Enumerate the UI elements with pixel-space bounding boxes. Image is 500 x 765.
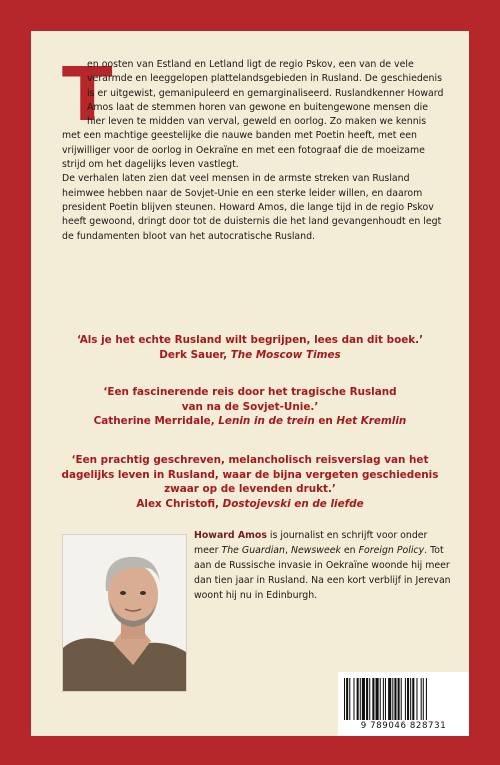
quote-text: ‘Als je het echte Rusland wilt begrijpen, lees dan dit boek.’ [76,334,424,346]
publication-1: The Guardian [221,545,285,556]
blurb-paragraph-1: en oosten van Estland en Letland ligt de regio Pskov, een van de vele verarmde en leeggelopen plattelandsgebieden in Rusland. De geschiedenis is er uitgewist, gemanipuleerd en gemarginaliseerd. Ruslandkenner Howard Amos laat de stemmen horen van gewone en buitengewone mensen die hier leven te midden van verval, geweld en oorlog. Zo maken we kennis met een machtige geestelijke die nauwe banden met Poetin heeft, met een vrijwilliger voor de oorlog in Oekraïne en met een fotograaf die de moeizame strijd om het dagelijks leven vastlegt. [62,59,444,171]
barcode-bar [416,678,417,720]
quote-source: The Moscow Times [230,348,341,361]
barcode-bar [398,678,400,720]
isbn-number: 9 789046 828731 [360,721,447,731]
barcode-bar [362,678,365,720]
barcode-bar [385,678,386,720]
publication-2: Newsweek [290,545,341,556]
bio-separator-2: en [343,545,356,556]
blurb-paragraph-2: De verhalen laten zien dat veel mensen in de armste streken van Rusland heimwee hebben naar de Sovjet-Unie en een sterke leider willen, en daarom president Poetin blijven steunen. Howard Amos, die lange tijd in de regio Pskov heeft gewoond, dringt door tot de duisternis die het land gevangenhoudt en legt de fundamenten bloot van het autocratische Rusland. [62,173,442,242]
barcode-bar [372,678,374,720]
barcode-bar [423,678,424,720]
back-cover-panel [31,31,469,736]
author-photo-illustration [63,535,187,692]
barcode-bar [346,678,348,720]
barcode-bar [369,678,370,720]
barcode-bar [401,678,402,720]
barcode-bar [405,678,406,720]
barcode-bar [349,678,350,720]
drop-cap: T [62,52,113,138]
quote-source-2: Het Kremlin [336,415,407,427]
barcode-bar [410,678,411,720]
barcode-bar [394,678,396,720]
quote-author: Alex Christofi, [136,497,219,510]
barcode-bar [376,678,379,720]
author-bio [194,528,454,603]
publication-3: Foreign Policy [358,545,425,556]
barcode-bar [421,678,422,720]
quote-text: ‘Een prachtig geschreven, melancholisch reisverslag van het dagelijks leven in Rusland, waar de bijna vergeten geschiedenis zwaar op de levenden drukt.’ [61,454,439,495]
barcode-icon [344,678,463,720]
barcode-bar [412,678,414,720]
bio-text-2: . Tot aan de Russische invasie in Oekraïne woonde hij meer dan tien jaar in Rusland. Na een kort verblijf in Jerevan woont hij nu in Edinburgh. [194,545,451,601]
quote-joiner: en [318,415,333,427]
author-name: Howard Amos [194,530,267,541]
quote-text: ‘Een fascinerende reis door het tragische Rusland van na de Sovjet-Unie.’ [103,386,397,413]
barcode-bar [360,678,361,720]
quote-attribution [36,348,464,363]
barcode-bar [383,678,384,720]
review-quote-1 [36,333,464,362]
barcode [338,672,469,736]
review-quote-3 [36,453,464,511]
barcode-bar [380,678,381,720]
quote-author: Catherine Merridale, [93,415,215,427]
barcode-bar [353,678,354,720]
barcode-bar [388,678,391,720]
barcode-bar [366,678,368,720]
book-blurb [62,52,445,244]
quote-source: Lenin in de trein [218,415,315,427]
quote-attribution [36,414,464,429]
barcode-bar [426,678,427,720]
review-quote-2 [36,385,464,429]
bio-separator-1: , [284,545,288,556]
quote-attribution [36,497,464,512]
barcode-bar [357,678,359,720]
barcode-bar [392,678,393,720]
author-portrait-photo [62,534,187,692]
bio-text-1: is journalist en schrijft voor onder meer [194,530,428,556]
barcode-bar [344,678,345,720]
quote-source: Dostojevski en de liefde [222,497,364,510]
quote-author: Derk Sauer, [159,348,228,361]
barcode-bar [407,678,409,720]
